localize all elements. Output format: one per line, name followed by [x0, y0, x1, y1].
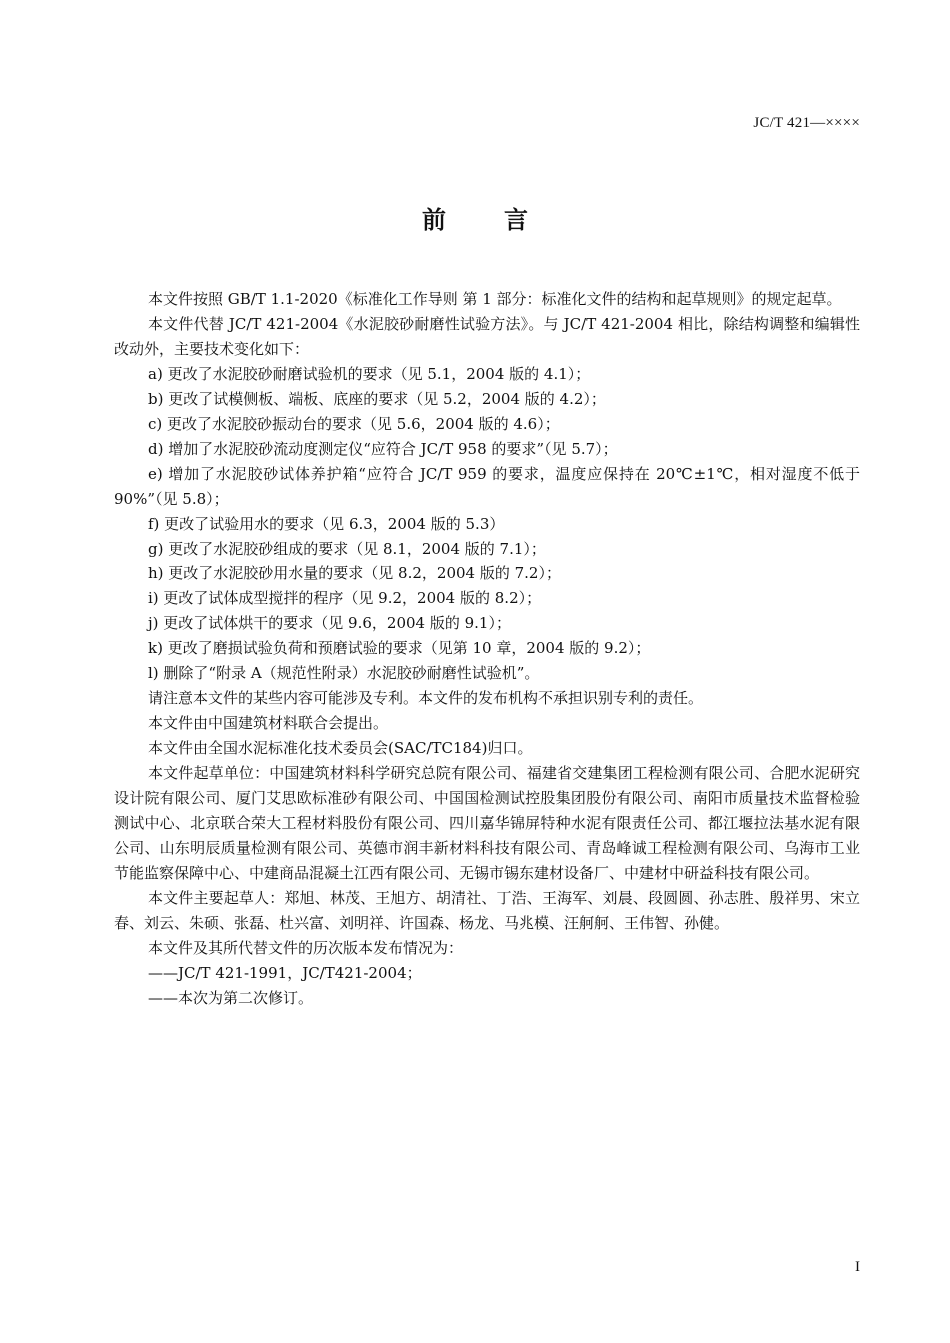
title-char-2: 言: [504, 205, 528, 234]
page-title: [0, 200, 950, 235]
list-item: b) 更改了试模侧板、端板、底座的要求（见 5.2，2004 版的 4.2）；: [148, 389, 606, 408]
list-item: f) 更改了试验用水的要求（见 6.3，2004 版的 5.3）: [148, 514, 505, 533]
list-item: l) 删除了“附录 A（规范性附录）水泥胶砂耐磨性试验机”。: [148, 664, 540, 683]
list-item: j) 更改了试体烘干的要求（见 9.6，2004 版的 9.1）；: [148, 614, 511, 633]
standard-code: JC/T 421—××××: [753, 115, 860, 131]
version-history-item: ——JC/T 421-1991，JC/T421-2004；: [148, 963, 422, 982]
paragraph: 本文件及其所代替文件的历次版本发布情况为：: [148, 938, 464, 957]
paragraph: 请注意本文件的某些内容可能涉及专利。本文件的发布机构不承担识别专利的责任。: [148, 689, 704, 708]
version-history-item: ——本次为第二次修订。: [148, 988, 314, 1007]
list-item: a) 更改了水泥胶砂耐磨试验机的要求（见 5.1，2004 版的 4.1）；: [148, 364, 591, 383]
paragraph: 本文件由中国建筑材料联合会提出。: [148, 714, 389, 733]
paragraph: 本文件由全国水泥标准化技术委员会(SAC/TC184)归口。: [148, 739, 533, 758]
page-number: I: [855, 1259, 860, 1275]
foreword-body: [114, 287, 860, 1011]
list-item: h) 更改了水泥胶砂用水量的要求（见 8.2，2004 版的 7.2）；: [148, 564, 561, 583]
title-char-1: 前: [422, 205, 446, 234]
paragraph: 本文件按照 GB/T 1.1-2020《标准化工作导则 第 1 部分：标准化文件的结构和起草规则》的规定起草。: [148, 290, 842, 308]
paragraph: 本文件主要起草人：郑旭、林茂、王旭方、胡清社、丁浩、王海军、刘晨、段圆圆、孙志胜、殷祥男、宋立春、刘云、朱硕、张磊、杜兴富、刘明祥、许国森、杨龙、马兆模、汪舸舸、王伟智、孙健。: [114, 888, 860, 932]
list-item: i) 更改了试体成型搅拌的程序（见 9.2，2004 版的 8.2）；: [148, 589, 542, 608]
list-item: e) 增加了水泥胶砂试体养护箱“应符合 JC/T 959 的要求，温度应保持在 20℃±1℃，相对湿度不低于 90%”（见 5.8）；: [114, 464, 860, 508]
list-item: k) 更改了磨损试验负荷和预磨试验的要求（见第 10 章，2004 版的 9.2）；: [148, 639, 651, 658]
paragraph: 本文件代替 JC/T 421-2004《水泥胶砂耐磨性试验方法》。与 JC/T 421-2004 相比，除结构调整和编辑性改动外，主要技术变化如下：: [114, 314, 860, 358]
list-item: c) 更改了水泥胶砂振动台的要求（见 5.6，2004 版的 4.6）；: [148, 414, 560, 433]
paragraph: 本文件起草单位：中国建筑材料科学研究总院有限公司、福建省交建集团工程检测有限公司、合肥水泥研究设计院有限公司、厦门艾思欧标准砂有限公司、中国国检测试控股集团股份有限公司、南阳市质量技术监督检验测试中心、北京联合荣大工程材料股份有限公司、四川嘉华锦屏特种水泥有限责任公司、都江堰拉法基水泥有限公司、山东明辰质量检测有限公司、英德市润丰新材料科技有限公司、青岛峰诚工程检测有限公司、乌海市工业节能监察保障中心、中建商品混凝土江西有限公司、无锡市锡东建材设备厂、中建材中研益科技有限公司。: [114, 764, 860, 882]
list-item: d) 增加了水泥胶砂流动度测定仪“应符合 JC/T 958 的要求”（见 5.7）；: [148, 439, 618, 458]
list-item: g) 更改了水泥胶砂组成的要求（见 8.1，2004 版的 7.1）；: [148, 539, 546, 558]
